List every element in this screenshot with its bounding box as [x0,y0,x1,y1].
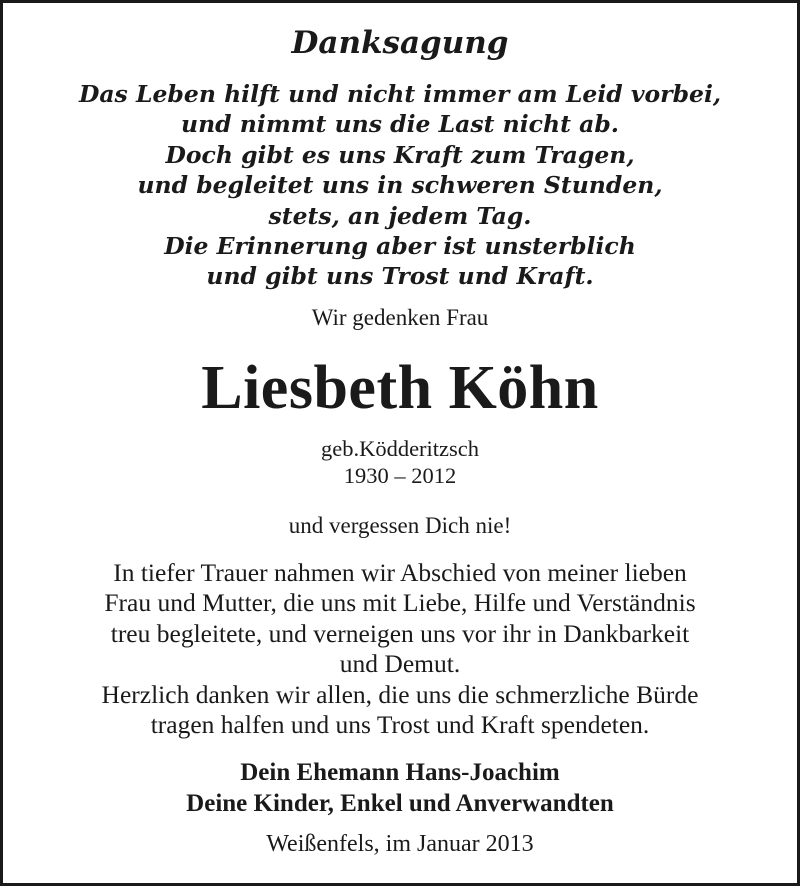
poem-line: Die Erinnerung aber ist unsterblich [164,232,636,261]
body-line: tragen halfen und uns Trost und Kraft spendeten. [150,710,650,740]
signatures [3,757,797,819]
body-line: treu begleitete, und verneigen uns vor ihr in Dankbarkeit [110,618,690,648]
notice-heading: Danksagung [291,25,509,61]
body-line: und Demut. [339,649,461,679]
memorial-poem [3,79,797,292]
poem-line: und begleitet uns in schweren Stunden, [137,171,663,200]
life-years: 1930 – 2012 [343,463,457,488]
place-date: Weißenfels, im Januar 2013 [266,831,534,857]
intro-line: Wir gedenken Frau [311,305,489,330]
poem-line: stets, an jedem Tag. [268,201,532,230]
signature-line: Dein Ehemann Hans-Joachim [240,759,560,786]
maiden-name: geb.Ködderitzsch [320,436,480,461]
farewell-text [3,558,797,740]
deceased-details [3,435,797,489]
poem-line: Das Leben hilft und nicht immer am Leid vorbei, [78,80,722,108]
poem-line: und nimmt uns die Last nicht ab. [181,110,619,139]
body-line: Herzlich danken wir allen, die uns die schmerzliche Bürde [101,679,699,709]
poem-line: und gibt uns Trost und Kraft. [206,262,594,291]
memory-line: und vergessen Dich nie! [288,513,512,538]
body-line: In tiefer Trauer nahmen wir Abschied von meiner lieben [113,558,687,587]
deceased-name: Liesbeth Köhn [201,354,599,422]
poem-line: Doch gibt es uns Kraft zum Tragen, [165,140,635,169]
signature-line: Deine Kinder, Enkel und Anverwandten [186,790,614,817]
body-line: Frau und Mutter, die uns mit Liebe, Hilfe und Verständnis [104,588,696,618]
